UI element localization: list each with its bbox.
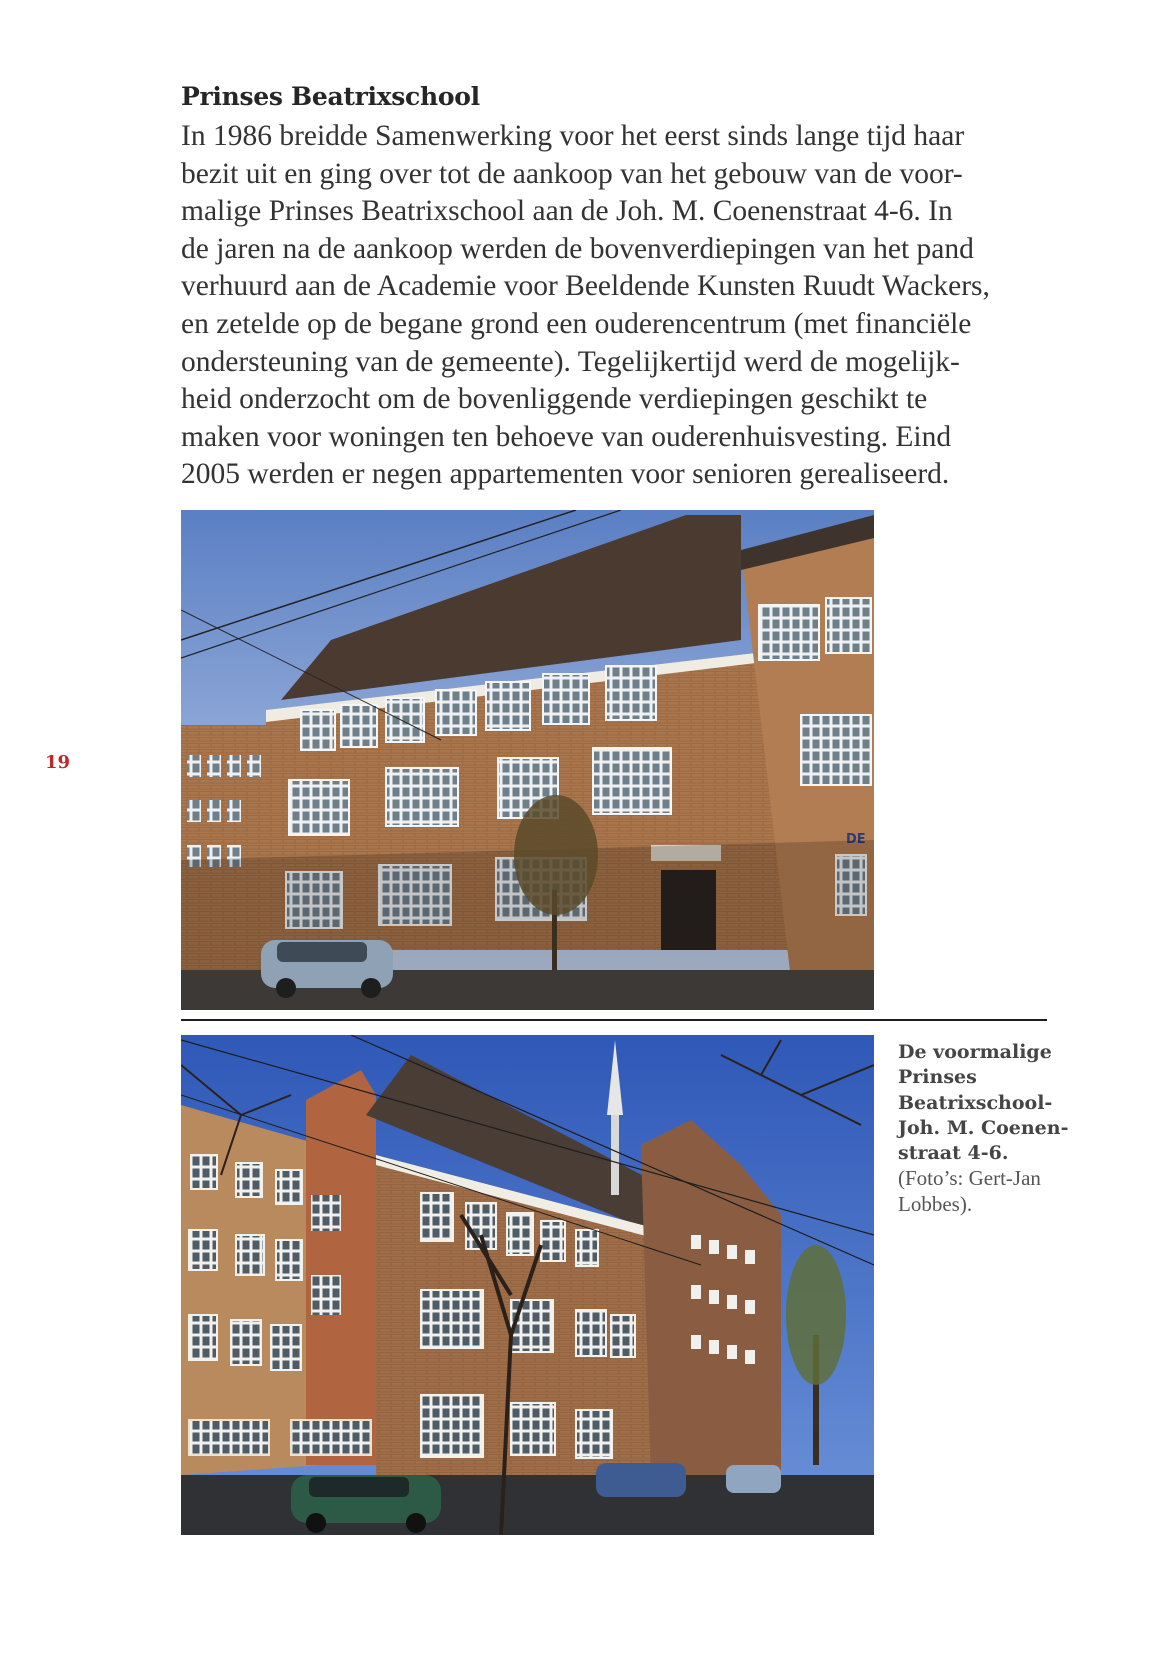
body-line: bezit uit en ging over tot de aankoop van het gebouw van de voor- (181, 157, 963, 190)
body-line: 2005 werden er negen appartementen voor senioren gerealiseerd. (181, 458, 950, 491)
school-photo-side (181, 1035, 874, 1535)
caption-line: Prinses (898, 1066, 977, 1089)
page-number: 19 (45, 752, 71, 773)
photo-credit-line: (Foto’s: Gert-Jan (898, 1166, 1041, 1191)
building-sign-text: DE (846, 832, 866, 847)
body-line: malige Prinses Beatrixschool aan de Joh. M. Coenenstraat 4-6. In (181, 195, 953, 228)
article-body (181, 118, 1061, 494)
body-line: de jaren na de aankoop werden de bovenverdiepingen van het pand (181, 232, 974, 265)
body-line: verhuurd aan de Academie voor Beeldende Kunsten Ruudt Wackers, (181, 270, 990, 303)
body-line: maken voor woningen ten behoeve van ouderenhuisvesting. Eind (181, 420, 952, 453)
caption-line: Joh. M. Coenen- (898, 1116, 1069, 1139)
caption-line: De voormalige (898, 1041, 1052, 1063)
caption-divider (181, 1019, 1047, 1021)
photo-caption (898, 1040, 1088, 1217)
body-line: en zetelde op de begane grond een ouderencentrum (met financiële (181, 307, 972, 340)
body-line: heid onderzocht om de bovenliggende verdiepingen geschikt te (181, 383, 928, 416)
body-line: ondersteuning van de gemeente). Tegelijkertijd werd de mogelijk- (181, 345, 960, 378)
article-heading: Prinses Beatrixschool (181, 82, 480, 111)
school-photo-front (181, 510, 874, 1010)
caption-line: straat 4-6. (898, 1142, 1009, 1165)
body-line: In 1986 breidde Samenwerking voor het eerst sinds lange tijd haar (181, 120, 965, 152)
caption-line: Beatrixschool- (898, 1091, 1053, 1114)
photo-credit-line: Lobbes). (898, 1191, 973, 1216)
